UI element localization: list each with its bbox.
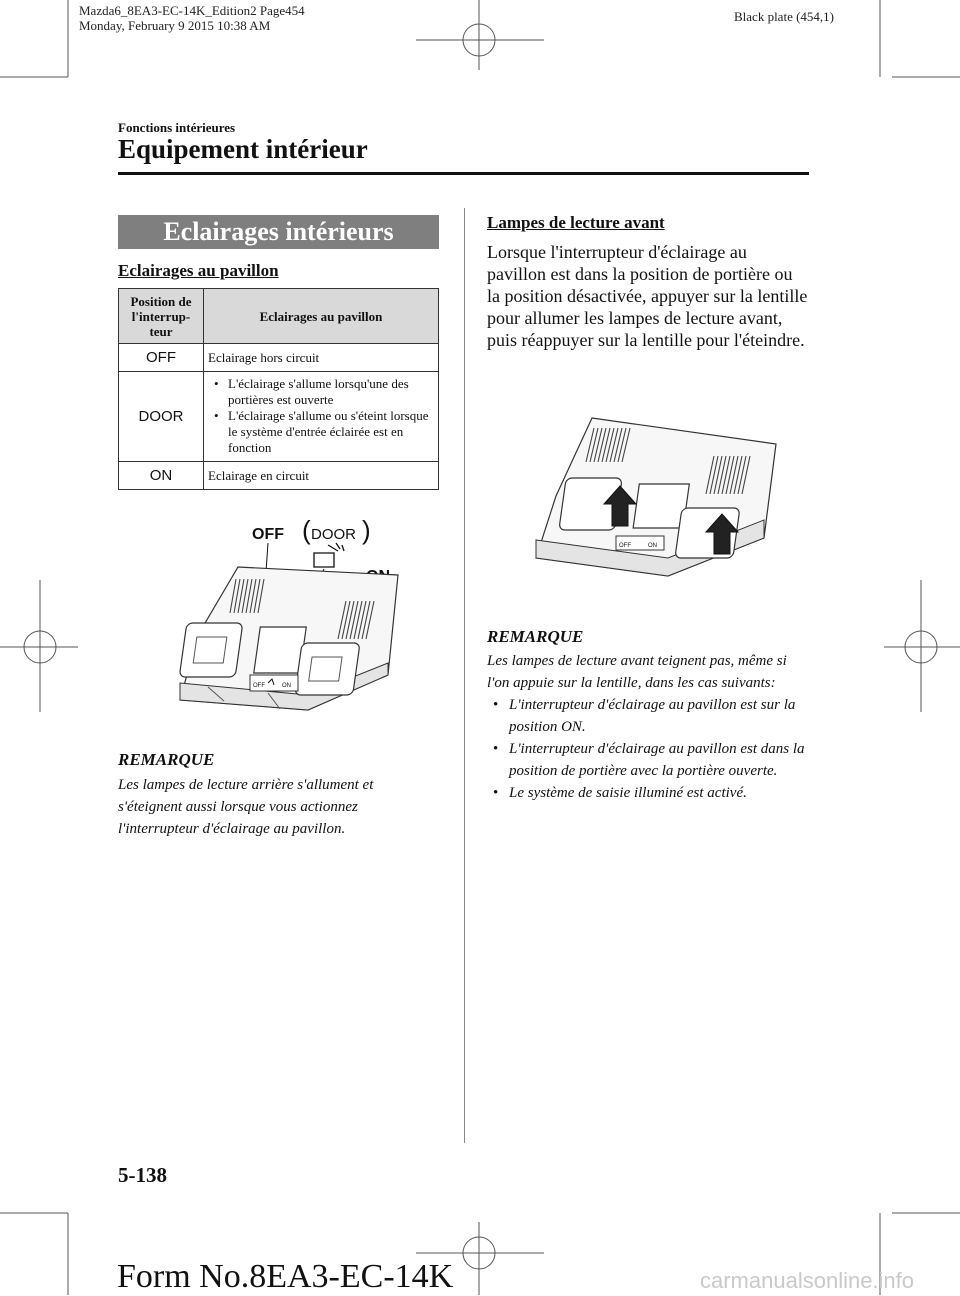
light-position-table — [118, 288, 439, 490]
form-number: Form No.8EA3-EC-14K — [117, 1258, 454, 1295]
overhead-console-illustration — [168, 515, 408, 725]
switch-label-on: ON — [648, 543, 657, 549]
lamp-lens-right-inner — [309, 657, 342, 681]
list-item: • L'interrupteur d'éclairage au pavillon est sur la position ON. — [509, 694, 809, 738]
door-symbol-icon — [314, 543, 344, 567]
section-subtitle: Eclairages au pavillon — [118, 261, 279, 280]
note-intro-right: Les lampes de lecture avant teignent pas, même si l'on appuie sur la lentille, dans les cas suivants: — [487, 653, 787, 691]
table-row — [119, 372, 439, 462]
doc-info — [79, 3, 305, 33]
front-reading-lamps-illustration — [528, 408, 778, 580]
table-cell-description: Eclairage en circuit — [204, 462, 439, 490]
lamp-lens-left-inner — [193, 637, 227, 663]
switch-label-off: OFF — [619, 543, 631, 549]
table-cell-description — [204, 372, 439, 462]
note-title-right: REMARQUE — [487, 627, 584, 646]
note-text-left: Les lampes de lecture arrière s'allument et s'éteignent aussi lorsque vous actionnez l'interrupteur d'éclairage au pavillon. — [118, 777, 374, 837]
list-item: • Le système de saisie illuminé est activé. — [509, 782, 809, 804]
table-header-lights: Eclairages au pavillon — [204, 289, 439, 344]
column-divider — [464, 208, 465, 1143]
paren-right-icon: ) — [362, 515, 371, 545]
list-item: • L'éclairage s'allume lorsqu'une des portières est ouverte — [228, 376, 434, 408]
page-number: 5-138 — [118, 1163, 167, 1187]
table-row — [119, 344, 439, 372]
page-title: Equipement intérieur — [118, 134, 368, 164]
table-header-position: Position de l'interrup-teur — [119, 289, 204, 344]
label-off: OFF — [252, 526, 284, 543]
list-item: • L'interrupteur d'éclairage au pavillon est dans la position de portière avec la portière ouverte. — [509, 738, 809, 782]
chapter-label: Fonctions intérieures — [118, 120, 236, 135]
note-list-right — [487, 694, 809, 804]
watermark: carmanualsonline.info — [700, 1268, 915, 1293]
note-title-left: REMARQUE — [118, 750, 215, 769]
switch-label-on: ON — [282, 683, 291, 689]
title-rule — [118, 172, 809, 175]
table-row — [119, 462, 439, 490]
table-cell-description: Eclairage hors circuit — [204, 344, 439, 372]
front-lamps-text: Lorsque l'interrupteur d'éclairage au pavillon est dans la position de portière ou la position désactivée, appuyer sur la lentille pour allumer les lampes de lecture avant, puis réappuyer sur la lentille pour l'éteindre. — [487, 242, 808, 350]
table-cell-position: DOOR — [119, 372, 204, 462]
front-lamps-subtitle: Lampes de lecture avant — [487, 213, 665, 232]
table-header-row — [119, 289, 439, 344]
doc-date: Monday, February 9 2015 10:38 AM — [79, 18, 271, 33]
switch-label-off: OFF — [253, 683, 265, 689]
plate-label: Black plate (454,1) — [734, 9, 834, 24]
table-cell-position: ON — [119, 462, 204, 490]
paren-left-icon: ( — [302, 515, 311, 545]
section-title: Eclairages intérieurs — [118, 215, 439, 249]
label-door: DOOR — [311, 526, 356, 543]
doc-filename: Mazda6_8EA3-EC-14K_Edition2 Page454 — [79, 3, 305, 18]
table-cell-position: OFF — [119, 344, 204, 372]
note-right-body — [487, 650, 809, 804]
list-item: • L'éclairage s'allume ou s'éteint lorsque le système d'entrée éclairée est en fonction — [228, 408, 434, 456]
